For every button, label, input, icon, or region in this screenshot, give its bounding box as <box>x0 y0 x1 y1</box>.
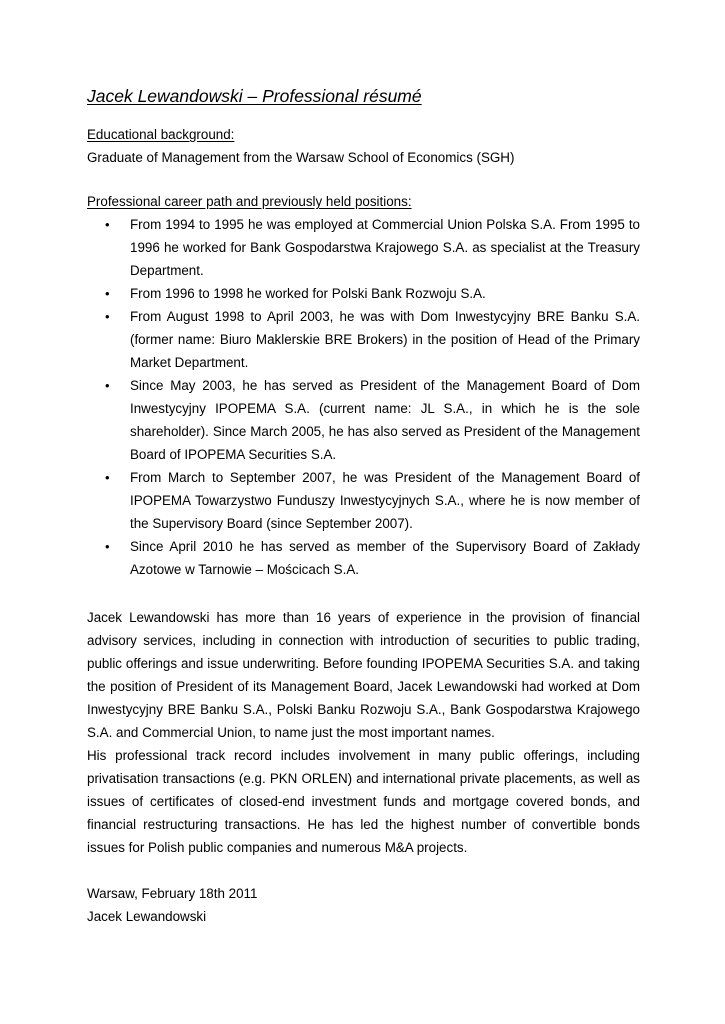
place-date: Warsaw, February 18th 2011 <box>87 886 258 901</box>
career-item-text: From 1996 to 1998 he worked for Polski Bank Rozwoju S.A. <box>130 286 486 301</box>
summary-paragraph-1: Jacek Lewandowski has more than 16 years of experience in the provision of financial advisory services, including in connection with introduction of securities to public trading, public offerings and issue underwriting. Before founding IPOPEMA Securities S.A. and taking the position of President of its Management Board, Jacek Lewandowski had worked at Dom Inwestycyjny BRE Banku S.A., Polski Banku Rozwoju S.A., Bank Gospodarstwa Krajowego S.A. and Commercial Union, to name just the most important names. <box>87 610 640 740</box>
career-item-text: From March to September 2007, he was President of the Management Board of IPOPEMA Towarzystwo Funduszy Inwestycyjnych S.A., where he is now member of the Supervisory Board (since September 2007). <box>130 470 640 531</box>
career-item-text: Since May 2003, he has served as President of the Management Board of Dom Inwestycyjny IPOPEMA S.A. (current name: JL S.A., in which he is the sole shareholder). Since March 2005, he has also served as President of the Management Board of IPOPEMA Securities S.A. <box>130 378 640 462</box>
bullet-icon: • <box>105 378 110 393</box>
education-section <box>87 123 640 169</box>
bullet-icon: • <box>105 539 110 554</box>
page-title: Jacek Lewandowski – Professional résumé <box>87 86 422 106</box>
career-item-text: From 1994 to 1995 he was employed at Commercial Union Polska S.A. From 1995 to 1996 he worked for Bank Gospodarstwa Krajowego S.A. as specialist at the Treasury Department. <box>130 217 640 278</box>
list-item <box>87 535 640 581</box>
list-item <box>87 374 640 466</box>
list-item <box>87 466 640 535</box>
summary-section <box>87 606 640 859</box>
summary-paragraph-2: His professional track record includes involvement in many public offerings, including privatisation transactions (e.g. PKN ORLEN) and international private placements, as well as issues of certificates of closed-end investment funds and mortgage covered bonds, and financial restructuring transactions. He has led the highest number of convertible bonds issues for Polish public companies and numerous M&A projects. <box>87 748 640 855</box>
bullet-icon: • <box>105 217 110 232</box>
bullet-icon: • <box>105 309 110 324</box>
signature-name: Jacek Lewandowski <box>87 909 207 924</box>
career-list <box>87 213 640 581</box>
list-item <box>87 213 640 282</box>
list-item <box>87 282 640 305</box>
list-item <box>87 305 640 374</box>
career-section-heading <box>87 190 640 213</box>
education-text: Graduate of Management from the Warsaw School of Economics (SGH) <box>87 150 515 165</box>
education-label: Educational background: <box>87 127 235 142</box>
bullet-icon: • <box>105 470 110 485</box>
career-item-text: From August 1998 to April 2003, he was with Dom Inwestycyjny BRE Banku S.A. (former name: Biuro Maklerskie BRE Brokers) in the position of Head of the Primary Market Department. <box>130 309 640 370</box>
bullet-icon: • <box>105 286 110 301</box>
career-item-text: Since April 2010 he has served as member of the Supervisory Board of Zakłady Azotowe w Tarnowie – Mościcach S.A. <box>130 539 640 577</box>
signature-block <box>87 882 640 928</box>
career-label: Professional career path and previously held positions: <box>87 194 412 209</box>
